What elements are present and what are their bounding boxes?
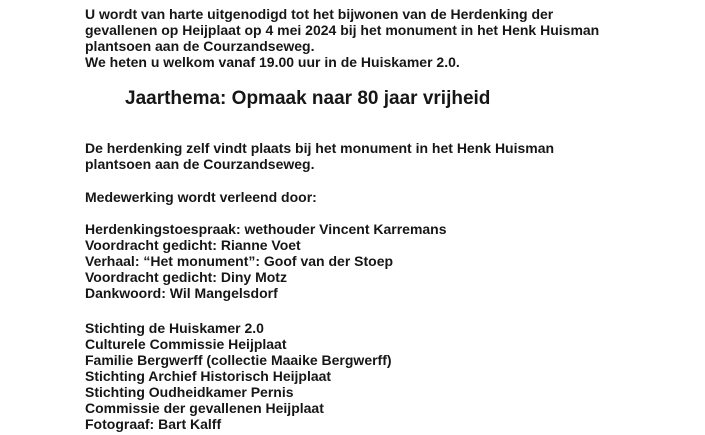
program-item: Dankwoord: Wil Mangelsdorf (85, 285, 278, 301)
organization-item: Culturele Commissie Heijplaat (85, 336, 287, 352)
location-line: plantsoen aan de Courzandseweg. (85, 156, 315, 172)
intro-line: U wordt van harte uitgenodigd tot het bijwonen van de Herdenking der (85, 6, 554, 22)
organization-item: Familie Bergwerff (collectie Maaike Bergwerff) (85, 352, 392, 368)
location-line: De herdenking zelf vindt plaats bij het monument in het Henk Huisman (85, 140, 555, 156)
organization-item: Commissie der gevallenen Heijplaat (85, 400, 324, 416)
program-item: Verhaal: “Het monument”: Goof van der Stoep (85, 253, 394, 269)
location-paragraph (85, 140, 554, 172)
organizations-list (85, 320, 392, 432)
organization-item: Stichting Oudheidkamer Pernis (85, 384, 294, 400)
intro-line: plantsoen aan de Courzandseweg. (85, 38, 315, 54)
program-list (85, 221, 447, 301)
program-item: Voordracht gedicht: Diny Motz (85, 269, 287, 285)
invitation-paragraph (85, 6, 599, 70)
organization-item: Stichting Archief Historisch Heijplaat (85, 368, 332, 384)
program-item: Herdenkingstoespraak: wethouder Vincent Karremans (85, 221, 447, 237)
program-item: Voordracht gedicht: Rianne Voet (85, 237, 301, 253)
organization-item: Fotograaf: Bart Kalff (85, 416, 222, 432)
annual-theme-heading: Jaarthema: Opmaak naar 80 jaar vrijheid (125, 88, 491, 109)
intro-line: We heten u welkom vanaf 19.00 uur in de Huiskamer 2.0. (85, 54, 460, 70)
organization-item: Stichting de Huiskamer 2.0 (85, 320, 264, 336)
intro-line: gevallenen op Heijplaat op 4 mei 2024 bij het monument in het Henk Huisman (85, 22, 600, 38)
contributors-intro-label: Medewerking wordt verleend door: (85, 189, 317, 205)
